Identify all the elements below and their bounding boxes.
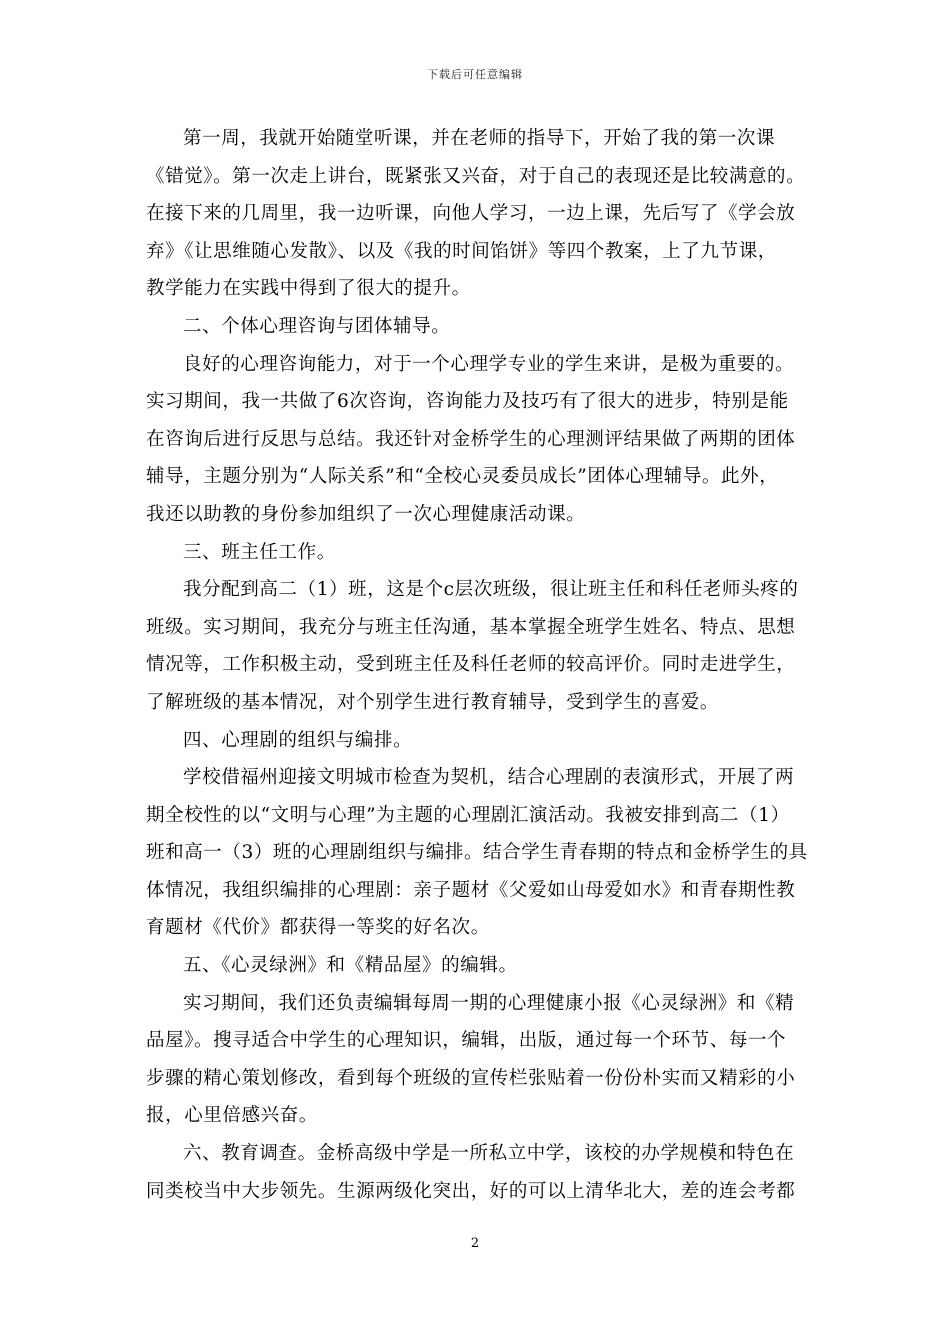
text-line: 在咨询后进行反思与总结。我还针对金桥学生的心理测评结果做了两期的团体 [146,428,796,450]
text-line: 报，心里倍感兴奋。 [146,1105,318,1127]
page-number: 2 [470,1236,480,1251]
text-line: 班和高一（3）班的心理剧组织与编排。结合学生青春期的特点和金桥学生的具 [146,842,808,864]
text-line: 在接下来的几周里，我一边听课，向他人学习，一边上课，先后写了《学会放 [146,203,796,225]
text-line: 我还以助教的身份参加组织了一次心理健康活动课。 [146,503,586,525]
text-line: 弃》《让思维随心发散》、以及《我的时间馅饼》等四个教案，上了九节课， [146,240,777,262]
text-line: 同类校当中大步领先。生源两级化突出，好的可以上清华北大，差的连会考都 [146,1180,796,1202]
text-line: 良好的心理咨询能力，对于一个心理学专业的学生来讲，是极为重要的。 [183,353,795,375]
text-line: 六、教育调查。金桥高级中学是一所私立中学，该校的办学规模和特色在 [183,1143,795,1165]
text-line: 辅导，主题分别为“人际关系”和“全校心灵委员成长”团体心理辅导。此外， [146,466,779,488]
text-line: 育题材《代价》都获得一等奖的好名次。 [146,917,490,939]
text-line: 实习期间，我一共做了6次咨询，咨询能力及技巧有了很大的进步，特别是能 [146,391,789,413]
text-line: 二、个体心理咨询与团体辅导。 [183,315,451,337]
text-line: 步骤的精心策划修改，看到每个班级的宣传栏张贴着一份份朴实而又精彩的小 [146,1067,796,1089]
document-body [146,120,808,1210]
text-line: 四、心理剧的组织与编排。 [183,729,413,751]
text-line: 三、班主任工作。 [183,541,336,563]
page-header: 下载后可任意编辑 [427,68,523,81]
text-line: 五、《心灵绿洲》和《精品屋》的编辑。 [183,955,518,977]
text-line: 学校借福州迎接文明城市检查为契机，结合心理剧的表演形式，开展了两 [183,767,795,789]
text-line: 品屋》。搜寻适合中学生的心理知识，编辑，出版，通过每一个环节、每一个 [146,1030,787,1052]
text-line: 情况等，工作积极主动，受到班主任及科任老师的较高评价。同时走进学生， [146,654,796,676]
text-line: 了解班级的基本情况，对个别学生进行教育辅导，受到学生的喜爱。 [146,691,720,713]
text-line: 我分配到高二（1）班，这是个c层次班级，很让班主任和科任老师头疼的 [183,579,799,601]
text-line: 体情况，我组织编排的心理剧：亲子题材《父爱如山母爱如水》和青春期性教 [146,879,796,901]
text-line: 实习期间，我们还负责编辑每周一期的心理健康小报《心灵绿洲》和《精 [183,992,795,1014]
text-line: 期全校性的以“文明与心理”为主题的心理剧汇演活动。我被安排到高二（1） [146,804,790,826]
text-line: 教学能力在实践中得到了很大的提升。 [146,278,471,300]
text-line: 第一周，我就开始随堂听课，并在老师的指导下，开始了我的第一次课 [183,128,776,149]
text-line: 《错觉》。第一次走上讲台，既紧张又兴奋，对于自己的表现还是比较满意的。 [146,165,806,187]
text-line: 班级。实习期间，我充分与班主任沟通，基本掌握全班学生姓名、特点、思想 [146,616,796,638]
